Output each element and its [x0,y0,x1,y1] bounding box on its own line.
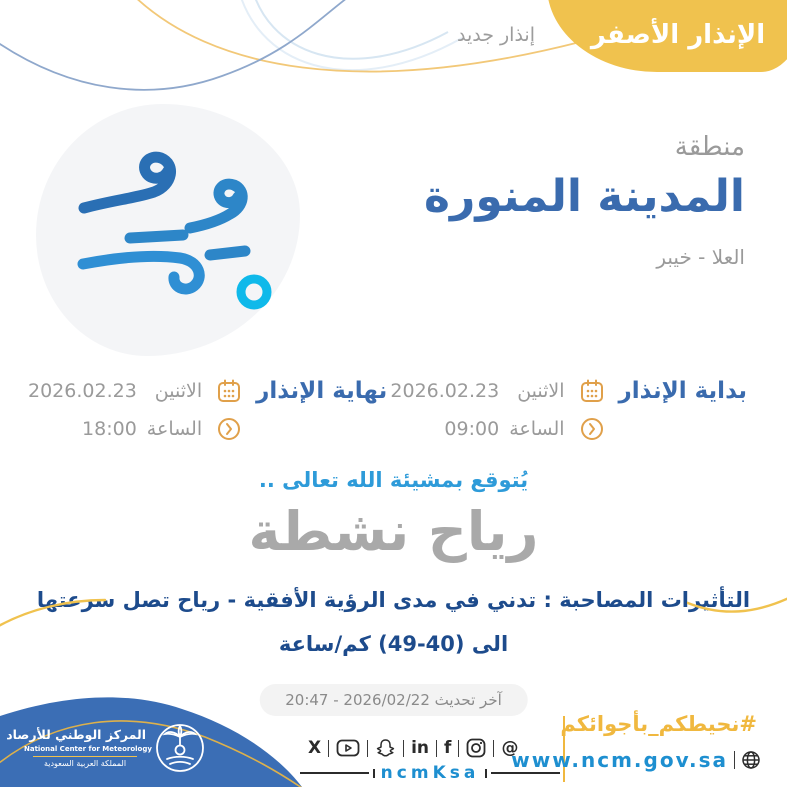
forecast-intro: يُتوقع بمشيئة الله تعالى .. [258,468,529,492]
handle-tick-right [485,769,487,778]
separator [328,740,329,757]
alert-start-time: 09:00 [444,418,500,440]
youtube-icon[interactable] [336,739,360,757]
alert-start-hour-label: الساعة [509,418,565,440]
globe-icon [741,750,761,770]
org-name-en: National Center for Meteorology [24,745,152,753]
alert-end-title: نهاية الإنذار [256,378,388,404]
ncm-logo-text [6,727,152,768]
last-update-pill: آخر تحديث 2026/02/22 - 20:47 [259,684,528,716]
ncm-logo-emblem [153,721,207,775]
wind-icon [70,142,276,318]
logo-divider-line [33,756,137,757]
effects-line-1: التأثيرات المصاحبة : تدني في مدى الرؤية الأفقية - رياح تصل سرعتها [36,588,751,612]
calendar-icon [216,378,242,404]
region-kicker: منطقة [674,132,745,162]
region-block [424,132,745,269]
website-row [511,748,761,772]
alert-end-block [28,378,387,442]
decorative-curves-top-left [0,0,600,135]
region-name: المدينة المنورة [424,171,745,222]
effects-line-2: الى (40-49) كم/ساعة [278,632,509,657]
campaign-hashtag: #نحيطكم_بأجوائكم [560,712,757,736]
separator [493,740,494,757]
facebook-icon[interactable]: f [444,738,452,758]
separator [436,740,437,757]
alert-start-title: بداية الإنذار [618,378,747,404]
alert-end-day: الاثنين [154,380,203,402]
effects-text [0,578,787,666]
handle-tick-left [373,769,375,778]
handle-line-right [491,772,560,774]
website-link[interactable]: www.ncm.gov.sa [511,748,728,772]
separator [734,751,735,769]
alert-level-badge [547,0,787,72]
snapchat-icon[interactable] [375,738,396,758]
social-handle[interactable]: ncmKsa [380,763,480,783]
alert-start-date: 2026.02.23 [390,380,500,402]
alert-start-day: الاثنين [517,380,565,402]
alert-end-date: 2026.02.23 [28,380,137,402]
clock-icon [579,416,605,442]
region-subareas: العلا - خيبر [656,244,745,269]
separator [403,740,404,757]
instagram-icon[interactable] [466,738,486,758]
phenomenon-title: رياح نشطة [248,500,539,563]
separator [458,740,459,757]
clock-icon [216,416,242,442]
separator [367,740,368,757]
org-name-ar: المركز الوطني للأرصاد [6,727,146,742]
handle-line-left [300,772,369,774]
social-icons-row [308,738,518,758]
x-twitter-icon[interactable]: X [308,738,322,758]
alert-end-time: 18:00 [82,418,137,440]
threads-icon[interactable]: @ [501,738,519,758]
linkedin-icon[interactable]: in [411,738,430,758]
new-alert-label: إنذار جديد [456,24,535,46]
alert-start-block [390,378,747,442]
country-name: المملكة العربية السعودية [43,759,127,768]
calendar-icon [579,378,605,404]
alert-end-hour-label: الساعة [146,418,203,440]
alert-level-label: الإنذار الأصفر [590,20,766,50]
